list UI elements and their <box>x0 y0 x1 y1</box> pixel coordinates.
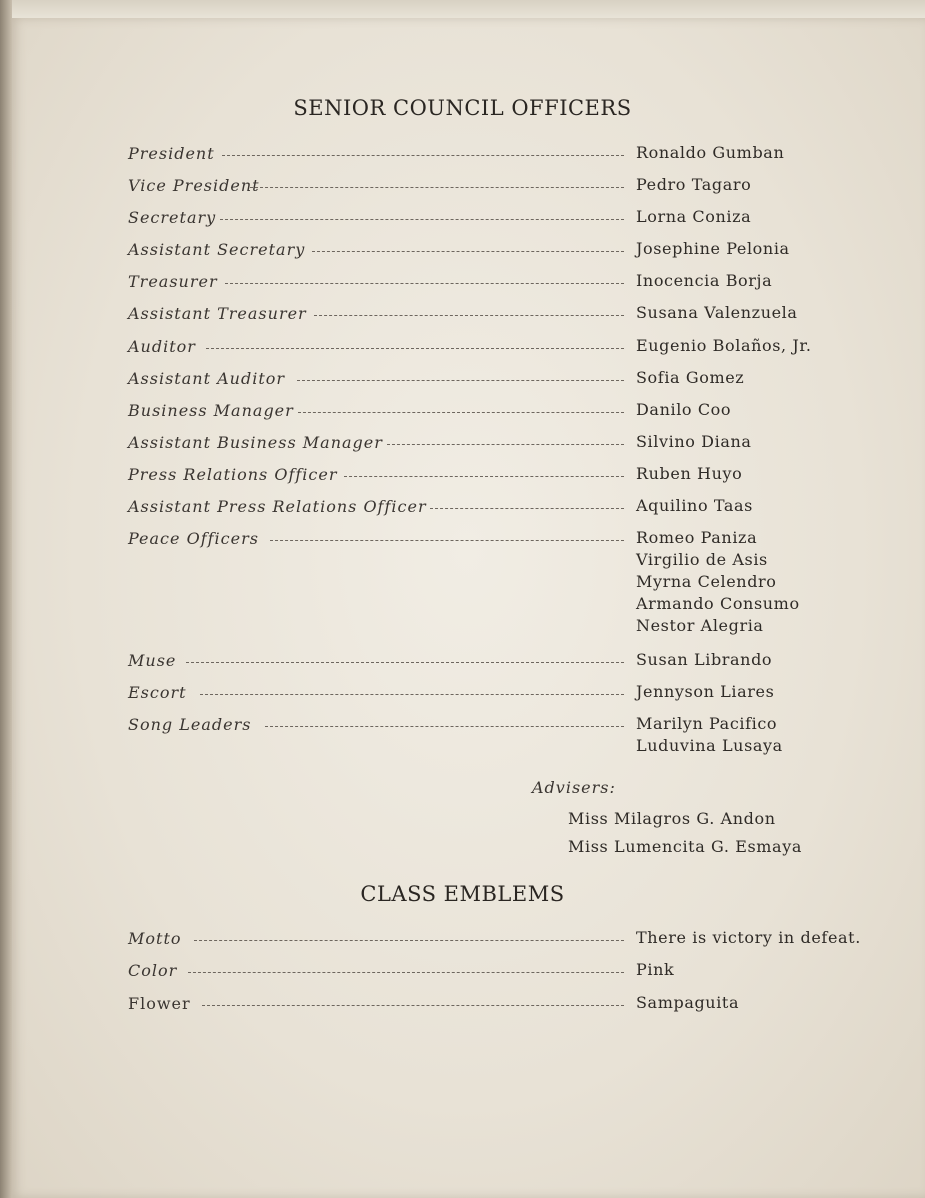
person-name: Myrna Celendro <box>636 572 777 591</box>
person-name: Josephine Pelonia <box>636 239 790 258</box>
role-label: Muse <box>128 651 177 670</box>
officer-row <box>128 208 898 236</box>
role-label: Escort <box>128 683 187 702</box>
dot-leader <box>194 940 624 941</box>
dot-leader <box>344 476 624 477</box>
person-name: Silvino Diana <box>636 432 752 451</box>
dot-leader <box>250 187 624 188</box>
officer-row <box>128 651 898 679</box>
person-name: Luduvina Lusaya <box>636 736 783 755</box>
dot-leader <box>186 662 624 663</box>
officer-row <box>128 176 898 204</box>
officer-row <box>128 240 898 268</box>
person-name: Inocencia Borja <box>636 271 773 290</box>
role-label: Assistant Treasurer <box>128 304 307 323</box>
dot-leader <box>220 219 624 220</box>
officer-row <box>128 272 898 300</box>
person-name: Sampaguita <box>636 993 740 1012</box>
emblem-row <box>128 929 898 957</box>
officer-row <box>128 304 898 332</box>
name-list <box>636 713 783 757</box>
dot-leader <box>430 508 624 509</box>
person-name: Nestor Alegria <box>636 616 764 635</box>
adviser-name: Miss Milagros G. Andon <box>568 809 776 828</box>
dot-leader <box>200 694 624 695</box>
role-label: Secretary <box>128 208 217 227</box>
officer-row <box>128 433 898 461</box>
role-label: Peace Officers <box>128 529 259 548</box>
person-name: Eugenio Bolaños, Jr. <box>636 336 812 355</box>
name-list <box>636 206 751 228</box>
name-list <box>636 649 772 671</box>
name-list <box>636 399 731 421</box>
dot-leader <box>314 315 624 316</box>
role-label: Business Manager <box>128 401 294 420</box>
name-list <box>636 335 812 357</box>
officer-row <box>128 683 898 711</box>
council-title: SENIOR COUNCIL OFFICERS <box>293 96 632 120</box>
person-name: Ruben Huyo <box>636 464 743 483</box>
name-list <box>636 463 742 485</box>
emblem-row <box>128 961 898 989</box>
role-label: Vice President <box>128 176 260 195</box>
name-list <box>636 681 774 703</box>
person-name: Susana Valenzuela <box>636 303 798 322</box>
person-name: Susan Librando <box>636 650 773 669</box>
dot-leader <box>312 251 624 252</box>
person-name: Aquilino Taas <box>636 496 753 515</box>
advisers-label: Advisers: <box>532 778 616 797</box>
person-name: There is victory in defeat. <box>636 928 861 947</box>
role-label: Press Relations Officer <box>128 465 338 484</box>
person-name: Pedro Tagaro <box>636 175 752 194</box>
officer-row <box>128 497 898 525</box>
role-label: Color <box>128 961 178 980</box>
officer-row <box>128 369 898 397</box>
name-list <box>636 238 790 260</box>
dot-leader <box>202 1005 624 1006</box>
person-name: Ronaldo Gumban <box>636 143 785 162</box>
dot-leader <box>387 444 624 445</box>
person-name: Lorna Coniza <box>636 207 752 226</box>
person-name: Danilo Coo <box>636 400 732 419</box>
name-list <box>636 302 798 324</box>
name-list <box>636 527 800 637</box>
officer-row <box>128 144 898 172</box>
name-list <box>636 927 861 949</box>
role-label: Auditor <box>128 337 196 356</box>
role-label: Song Leaders <box>128 715 252 734</box>
dot-leader <box>298 412 624 413</box>
officer-row <box>128 714 898 755</box>
role-label: Flower <box>128 994 191 1013</box>
role-label: Assistant Auditor <box>128 369 286 388</box>
officer-row <box>128 337 898 365</box>
officer-row <box>128 528 898 635</box>
role-label: Motto <box>128 929 182 948</box>
adviser-name: Miss Lumencita G. Esmaya <box>568 837 802 856</box>
role-label: Assistant Press Relations Officer <box>128 497 427 516</box>
person-name: Armando Consumo <box>636 594 800 613</box>
role-label: President <box>128 144 215 163</box>
person-name: Sofia Gomez <box>636 368 745 387</box>
name-list <box>636 495 753 517</box>
emblem-row <box>128 994 898 1022</box>
name-list <box>636 367 744 389</box>
officer-row <box>128 465 898 493</box>
dot-leader <box>270 540 624 541</box>
dot-leader <box>222 155 624 156</box>
name-list <box>636 992 739 1014</box>
name-list <box>636 431 752 453</box>
name-list <box>636 959 674 981</box>
person-name: Pink <box>636 960 675 979</box>
name-list <box>636 174 751 196</box>
dot-leader <box>265 726 624 727</box>
page-binding-edge <box>0 0 12 1198</box>
role-label: Assistant Secretary <box>128 240 306 259</box>
role-label: Assistant Business Manager <box>128 433 383 452</box>
role-label: Treasurer <box>128 272 218 291</box>
emblems-title: CLASS EMBLEMS <box>360 882 565 906</box>
dot-leader <box>188 972 624 973</box>
name-list <box>636 142 784 164</box>
dot-leader <box>225 283 624 284</box>
person-name: Jennyson Liares <box>636 682 775 701</box>
person-name: Virgilio de Asis <box>636 550 768 569</box>
dot-leader <box>206 348 624 349</box>
name-list <box>636 270 772 292</box>
person-name: Romeo Paniza <box>636 528 758 547</box>
officer-row <box>128 401 898 429</box>
person-name: Marilyn Pacifico <box>636 714 778 733</box>
dot-leader <box>297 380 624 381</box>
